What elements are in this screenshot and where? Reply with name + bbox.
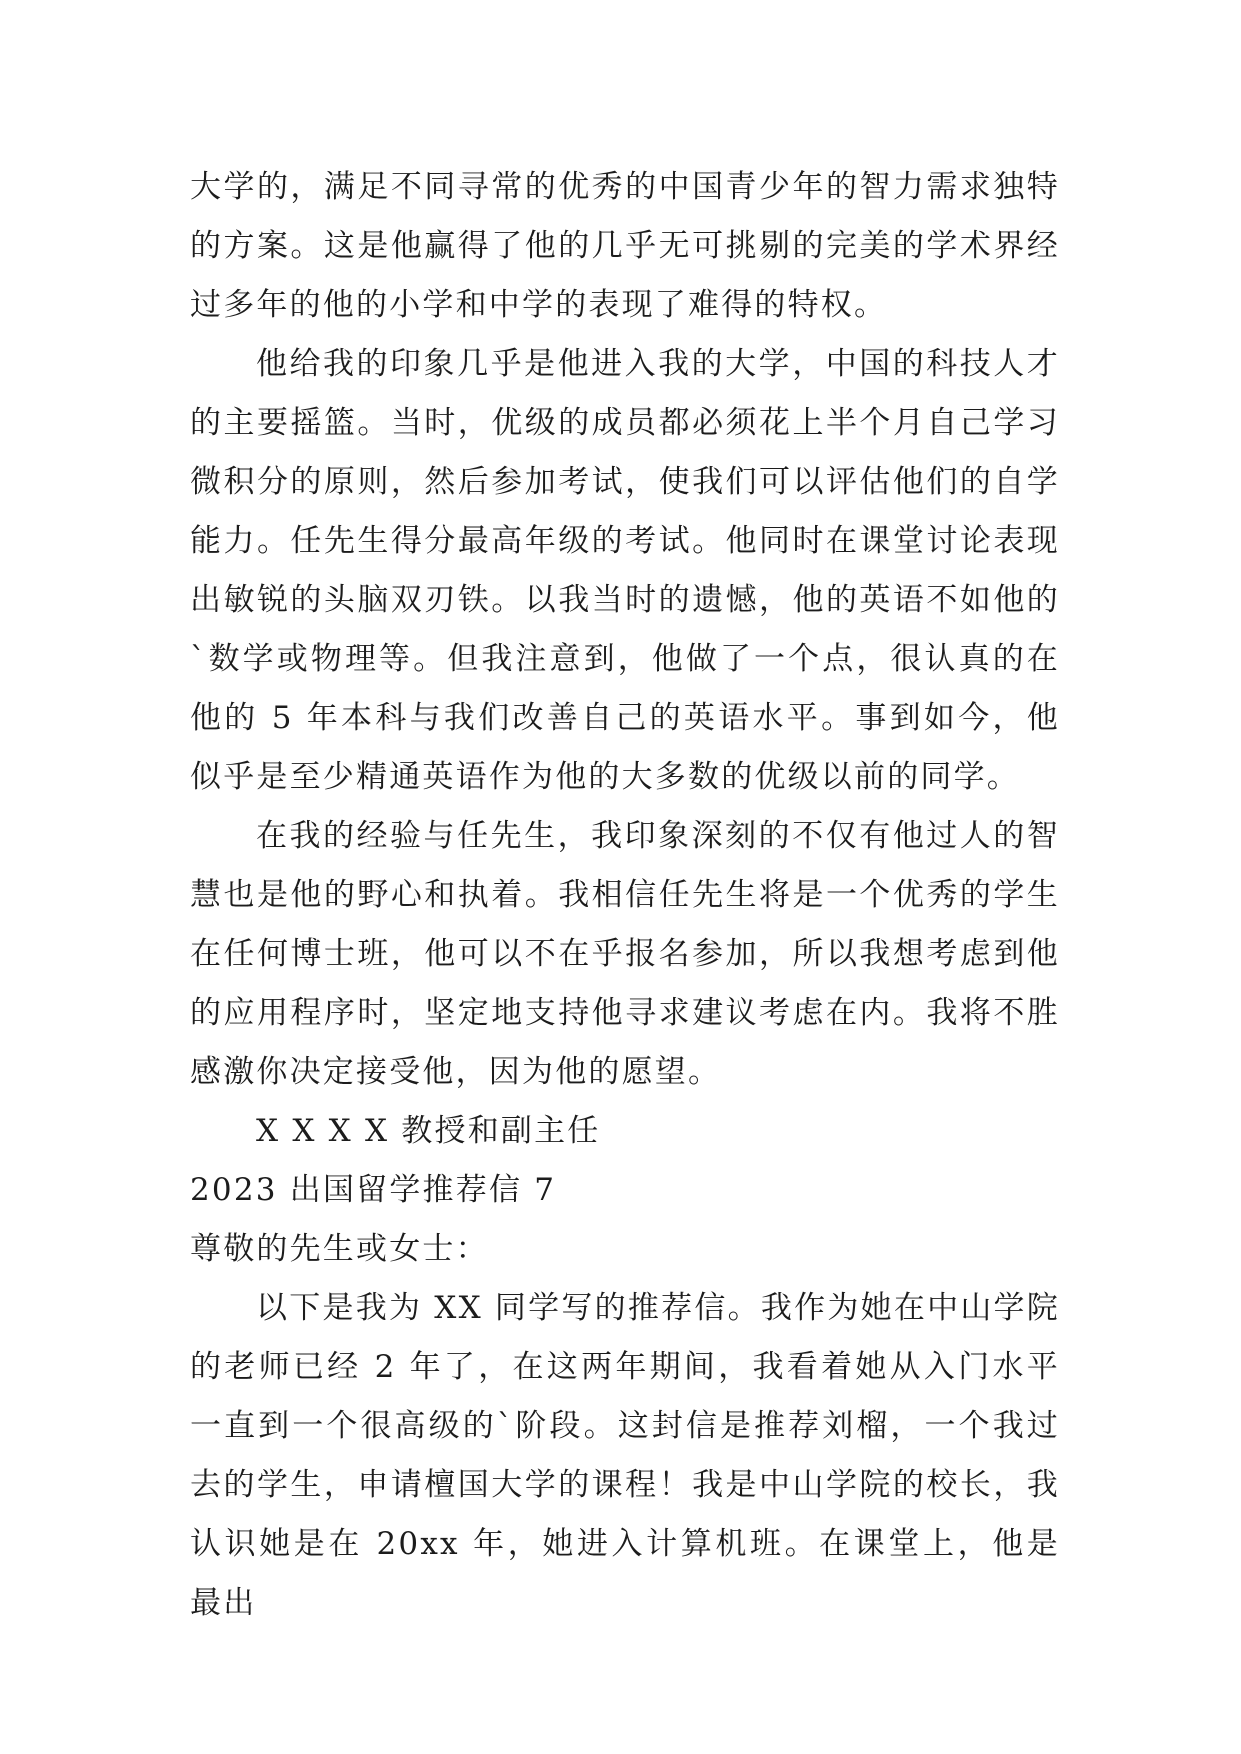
paragraph-recommendation: 以下是我为 XX 同学写的推荐信。我作为她在中山学院的老师已经 2 年了，在这两年期间，我看着她从入门水平一直到一个很高级的`阶段。这封信是推荐刘榴，一个我过去的学生，申请檀国大学的课程！我是中山学院的校长，我认识她是在 20xx 年，她进入计算机班。在课堂上，他是最出 — [190, 1290, 1060, 1621]
paragraph-impression: 他给我的印象几乎是他进入我的大学，中国的科技人才的主要摇篮。当时，优级的成员都必须花上半个月自己学习微积分的原则，然后参加考试，使我们可以评估他们的自学能力。任先生得分最高年级的考试。他同时在课堂讨论表现出敏锐的头脑双刃铁。以我当时的遗憾，他的英语不如他的`数学或物理等。但我注意到，他做了一个点，很认真的在他的 5 年本科与我们改善自己的英语水平。事到如今，他似乎是至少精通英语作为他的大多数的优级以前的同学。 — [190, 346, 1060, 795]
paragraph-continued: 大学的，满足不同寻常的优秀的中国青少年的智力需求独特的方案。这是他赢得了他的几乎无可挑剔的完美的学术界经过多年的他的小学和中学的表现了难得的特权。 — [190, 169, 1060, 323]
document-body — [190, 158, 1060, 1633]
salutation: 尊敬的先生或女士： — [190, 1231, 489, 1267]
signature-line: X X X X 教授和副主任 — [256, 1113, 601, 1149]
paragraph-experience: 在我的经验与任先生，我印象深刻的不仅有他过人的智慧也是他的野心和执着。我相信任先生将是一个优秀的学生在任何博士班，他可以不在乎报名参加，所以我想考虑到他的应用程序时，坚定地支持他寻求建议考虑在内。我将不胜感激你决定接受他，因为他的愿望。 — [190, 818, 1060, 1090]
section-title: 2023 出国留学推荐信 7 — [190, 1172, 557, 1208]
